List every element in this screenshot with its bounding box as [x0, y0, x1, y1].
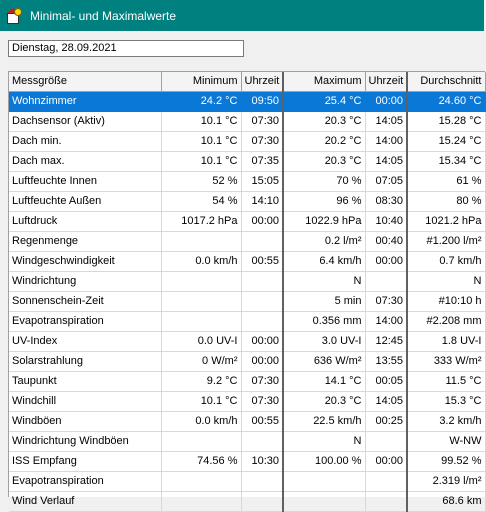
table-row[interactable] — [9, 351, 485, 371]
cell-durchschnitt: 68.6 km — [407, 491, 485, 511]
cell-uhrzeit-min: 07:30 — [241, 111, 283, 131]
cell-maximum: 1022.9 hPa — [283, 211, 365, 231]
cell-uhrzeit-max — [365, 471, 407, 491]
cell-uhrzeit-max: 14:05 — [365, 111, 407, 131]
cell-minimum: 10.1 °C — [161, 151, 241, 171]
cell-uhrzeit-max: 00:00 — [365, 91, 407, 111]
cell-durchschnitt: 61 % — [407, 171, 485, 191]
cell-uhrzeit-max: 00:40 — [365, 231, 407, 251]
cell-messgroesse: Dachsensor (Aktiv) — [9, 111, 161, 131]
cell-minimum — [161, 271, 241, 291]
cell-messgroesse: ISS Empfang — [9, 451, 161, 471]
cell-durchschnitt: 15.34 °C — [407, 151, 485, 171]
cell-uhrzeit-max: 00:00 — [365, 251, 407, 271]
cell-messgroesse: Luftdruck — [9, 211, 161, 231]
table-row[interactable] — [9, 271, 485, 291]
table-row[interactable] — [9, 451, 485, 471]
cell-uhrzeit-min: 00:00 — [241, 331, 283, 351]
cell-maximum: 25.4 °C — [283, 91, 365, 111]
cell-maximum: 14.1 °C — [283, 371, 365, 391]
cell-maximum: 70 % — [283, 171, 365, 191]
cell-maximum: 636 W/m² — [283, 351, 365, 371]
cell-maximum — [283, 491, 365, 511]
table-row[interactable] — [9, 171, 485, 191]
cell-uhrzeit-max: 14:05 — [365, 151, 407, 171]
cell-minimum: 0.0 km/h — [161, 251, 241, 271]
cell-minimum — [161, 291, 241, 311]
cell-messgroesse: Evapotranspiration — [9, 311, 161, 331]
cell-maximum: 6.4 km/h — [283, 251, 365, 271]
cell-messgroesse: Taupunkt — [9, 371, 161, 391]
cell-durchschnitt: #1.200 l/m² — [407, 231, 485, 251]
cell-maximum: N — [283, 431, 365, 451]
weather-station-icon — [6, 8, 22, 24]
table-row[interactable] — [9, 211, 485, 231]
cell-minimum — [161, 491, 241, 511]
cell-durchschnitt: N — [407, 271, 485, 291]
cell-minimum — [161, 471, 241, 491]
cell-uhrzeit-max — [365, 491, 407, 511]
cell-durchschnitt: 15.24 °C — [407, 131, 485, 151]
cell-uhrzeit-max: 10:40 — [365, 211, 407, 231]
cell-durchschnitt: 333 W/m² — [407, 351, 485, 371]
cell-maximum: 20.3 °C — [283, 111, 365, 131]
cell-minimum: 24.2 °C — [161, 91, 241, 111]
cell-uhrzeit-min — [241, 291, 283, 311]
cell-uhrzeit-max: 14:00 — [365, 311, 407, 331]
table-row[interactable] — [9, 151, 485, 171]
header-durchschnitt[interactable]: Durchschnitt — [407, 72, 485, 91]
cell-durchschnitt: 3.2 km/h — [407, 411, 485, 431]
cell-maximum: 0.356 mm — [283, 311, 365, 331]
cell-uhrzeit-min: 10:30 — [241, 451, 283, 471]
cell-maximum: 22.5 km/h — [283, 411, 365, 431]
cell-durchschnitt: 2.319 l/m² — [407, 471, 485, 491]
cell-durchschnitt: 15.28 °C — [407, 111, 485, 131]
cell-durchschnitt: #10:10 h — [407, 291, 485, 311]
cell-uhrzeit-max: 00:25 — [365, 411, 407, 431]
cell-maximum: 0.2 l/m² — [283, 231, 365, 251]
cell-uhrzeit-min: 00:00 — [241, 351, 283, 371]
cell-messgroesse: Windrichtung — [9, 271, 161, 291]
table-row[interactable] — [9, 331, 485, 351]
cell-maximum: 100.00 % — [283, 451, 365, 471]
cell-messgroesse: Windgeschwindigkeit — [9, 251, 161, 271]
cell-durchschnitt: 0.7 km/h — [407, 251, 485, 271]
cell-durchschnitt: 1.8 UV-I — [407, 331, 485, 351]
cell-uhrzeit-min: 07:30 — [241, 371, 283, 391]
cell-messgroesse: Luftfeuchte Innen — [9, 171, 161, 191]
cell-messgroesse: Windböen — [9, 411, 161, 431]
cell-messgroesse: Windchill — [9, 391, 161, 411]
cell-uhrzeit-min — [241, 311, 283, 331]
table-row[interactable] — [9, 91, 485, 111]
table-row[interactable] — [9, 311, 485, 331]
cell-uhrzeit-min: 07:30 — [241, 131, 283, 151]
cell-uhrzeit-min: 15:05 — [241, 171, 283, 191]
table-row[interactable] — [9, 111, 485, 131]
cell-uhrzeit-max: 14:00 — [365, 131, 407, 151]
cell-uhrzeit-max — [365, 271, 407, 291]
cell-uhrzeit-min — [241, 471, 283, 491]
cell-uhrzeit-max: 12:45 — [365, 331, 407, 351]
window-title: Minimal- und Maximalwerte — [30, 8, 177, 23]
table-row[interactable] — [9, 251, 485, 271]
cell-uhrzeit-max: 08:30 — [365, 191, 407, 211]
cell-messgroesse: Dach min. — [9, 131, 161, 151]
title-bar[interactable] — [0, 0, 484, 31]
table-row[interactable] — [9, 291, 485, 311]
date-field[interactable]: Dienstag, 28.09.2021 — [8, 40, 244, 57]
table-row[interactable] — [9, 231, 485, 251]
cell-maximum: 3.0 UV-I — [283, 331, 365, 351]
cell-maximum: 96 % — [283, 191, 365, 211]
cell-minimum: 0.0 UV-I — [161, 331, 241, 351]
table-row[interactable] — [9, 471, 485, 491]
cell-messgroesse: Wind Verlauf — [9, 491, 161, 511]
cell-uhrzeit-min: 00:00 — [241, 211, 283, 231]
cell-durchschnitt: #2.208 mm — [407, 311, 485, 331]
cell-uhrzeit-max: 00:05 — [365, 371, 407, 391]
cell-minimum: 0 W/m² — [161, 351, 241, 371]
cell-messgroesse: Wohnzimmer — [9, 91, 161, 111]
cell-uhrzeit-max: 07:05 — [365, 171, 407, 191]
cell-uhrzeit-min — [241, 271, 283, 291]
cell-minimum: 9.2 °C — [161, 371, 241, 391]
cell-messgroesse: Solarstrahlung — [9, 351, 161, 371]
cell-uhrzeit-min: 00:55 — [241, 411, 283, 431]
cell-uhrzeit-min: 07:30 — [241, 391, 283, 411]
cell-minimum: 54 % — [161, 191, 241, 211]
cell-minimum: 10.1 °C — [161, 391, 241, 411]
cell-messgroesse: UV-Index — [9, 331, 161, 351]
cell-durchschnitt: 11.5 °C — [407, 371, 485, 391]
cell-durchschnitt: 24.60 °C — [407, 91, 485, 111]
cell-minimum: 74.56 % — [161, 451, 241, 471]
cell-maximum: 20.3 °C — [283, 391, 365, 411]
cell-uhrzeit-min: 00:55 — [241, 251, 283, 271]
cell-uhrzeit-min — [241, 431, 283, 451]
cell-messgroesse: Luftfeuchte Außen — [9, 191, 161, 211]
cell-uhrzeit-min — [241, 231, 283, 251]
table-row[interactable] — [9, 411, 485, 431]
cell-maximum: N — [283, 271, 365, 291]
cell-minimum — [161, 311, 241, 331]
cell-minimum: 10.1 °C — [161, 131, 241, 151]
table-row[interactable] — [9, 191, 485, 211]
cell-messgroesse: Evapotranspiration — [9, 471, 161, 491]
cell-minimum — [161, 231, 241, 251]
cell-minimum: 1017.2 hPa — [161, 211, 241, 231]
cell-maximum: 20.3 °C — [283, 151, 365, 171]
cell-minimum: 52 % — [161, 171, 241, 191]
cell-uhrzeit-max: 00:00 — [365, 451, 407, 471]
cell-maximum — [283, 471, 365, 491]
cell-messgroesse: Regenmenge — [9, 231, 161, 251]
header-uhrzeit-min[interactable]: Uhrzeit — [241, 72, 283, 91]
cell-uhrzeit-max — [365, 431, 407, 451]
cell-durchschnitt: W-NW — [407, 431, 485, 451]
cell-minimum: 0.0 km/h — [161, 411, 241, 431]
header-maximum[interactable]: Maximum — [283, 72, 365, 91]
cell-durchschnitt: 80 % — [407, 191, 485, 211]
table-row[interactable] — [9, 491, 485, 511]
cell-uhrzeit-max: 13:55 — [365, 351, 407, 371]
cell-uhrzeit-min: 07:35 — [241, 151, 283, 171]
table-row[interactable] — [9, 431, 485, 451]
cell-uhrzeit-max: 07:30 — [365, 291, 407, 311]
cell-messgroesse: Windrichtung Windböen — [9, 431, 161, 451]
cell-minimum — [161, 431, 241, 451]
cell-uhrzeit-max: 14:05 — [365, 391, 407, 411]
min-max-table[interactable] — [8, 71, 485, 507]
cell-uhrzeit-min: 09:50 — [241, 91, 283, 111]
cell-maximum: 5 min — [283, 291, 365, 311]
header-minimum[interactable]: Minimum — [161, 72, 241, 91]
table-row[interactable] — [9, 391, 485, 411]
header-uhrzeit-max[interactable]: Uhrzeit — [365, 72, 407, 91]
cell-durchschnitt: 99.52 % — [407, 451, 485, 471]
cell-uhrzeit-min — [241, 491, 283, 511]
cell-maximum: 20.2 °C — [283, 131, 365, 151]
header-messgroesse[interactable]: Messgröße — [9, 72, 161, 91]
table-row[interactable] — [9, 371, 485, 391]
cell-uhrzeit-min: 14:10 — [241, 191, 283, 211]
cell-messgroesse: Dach max. — [9, 151, 161, 171]
table-row[interactable] — [9, 131, 485, 151]
cell-messgroesse: Sonnenschein-Zeit — [9, 291, 161, 311]
cell-durchschnitt: 1021.2 hPa — [407, 211, 485, 231]
cell-durchschnitt: 15.3 °C — [407, 391, 485, 411]
cell-minimum: 10.1 °C — [161, 111, 241, 131]
table-header-row — [9, 72, 485, 91]
